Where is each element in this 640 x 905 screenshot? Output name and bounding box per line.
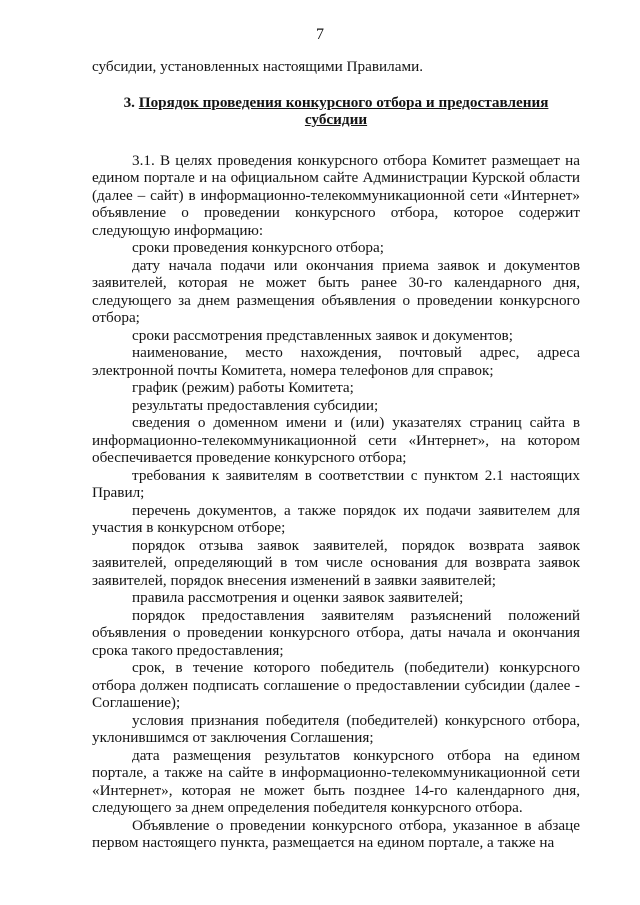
closing-paragraph: Объявление о проведении конкурсного отбора, указанное в абзаце первом настоящего пункта, размещается на едином портале, а также на [92, 816, 580, 851]
list-item: наименование, место нахождения, почтовый адрес, адреса электронной почты Комитета, номера телефонов для справок; [92, 344, 580, 379]
paragraph-3-1: 3.1. В целях проведения конкурсного отбора Комитет размещает на едином портале и на официальном сайте Администрации Курской области (далее – сайт) в информационно-телекоммуникационной сети «Интернет» объявление о проведении конкурсного отбора, которое содержит следующую информацию: [92, 151, 580, 239]
list-item: сведения о доменном имени и (или) указателях страниц сайта в информационно-телекоммуникационной сети «Интернет», на котором обеспечивается проведение конкурсного отбора; [92, 414, 580, 466]
list-item: срок, в течение которого победитель (победители) конкурсного отбора должен подписать соглашение о предоставлении субсидии (далее - Соглашение); [92, 659, 580, 711]
list-item: перечень документов, а также порядок их подачи заявителем для участия в конкурсном отборе; [92, 501, 580, 536]
list-item: дату начала подачи или окончания приема заявок и документов заявителей, которая не может быть ранее 30-го календарного дня, следующего за днем размещения объявления о проведении конкурсного отбора; [92, 256, 580, 326]
list-item: порядок предоставления заявителям разъяснений положений объявления о проведении конкурсного отбора, даты начала и окончания срока такого предоставления; [92, 606, 580, 659]
list-item: порядок отзыва заявок заявителей, порядок возврата заявок заявителей, определяющий в том числе основания для возврата заявок заявителей, порядок внесения изменений в заявки заявителей; [92, 536, 580, 589]
list-item: график (режим) работы Комитета; [132, 379, 354, 396]
list-item: сроки рассмотрения представленных заявок и документов; [132, 326, 513, 344]
list-item: правила рассмотрения и оценки заявок заявителей; [132, 589, 464, 606]
page-number: 7 [316, 26, 324, 43]
list-item: результаты предоставления субсидии; [132, 396, 379, 414]
lead-text: субсидии, установленных настоящими Правилами. [92, 58, 424, 75]
section-heading [92, 94, 580, 129]
list-item: условия признания победителя (победителей) конкурсного отбора, уклонившимся от заключения Соглашения; [92, 711, 580, 746]
list-item: дата размещения результатов конкурсного отбора на едином портале, а также на сайте в информационно-телекоммуникационной сети «Интернет», которая не может быть позднее 14-го календарного дня, следующего за днем определения победителя конкурсного отбора. [92, 746, 580, 816]
section-number: 3. [123, 93, 135, 111]
section-title: Порядок проведения конкурсного отбора и предоставления субсидии [138, 93, 549, 128]
document-body [92, 58, 580, 852]
list-item: требования к заявителям в соответствии с пунктом 2.1 настоящих Правил; [92, 466, 580, 501]
list-item: сроки проведения конкурсного отбора; [132, 239, 384, 256]
